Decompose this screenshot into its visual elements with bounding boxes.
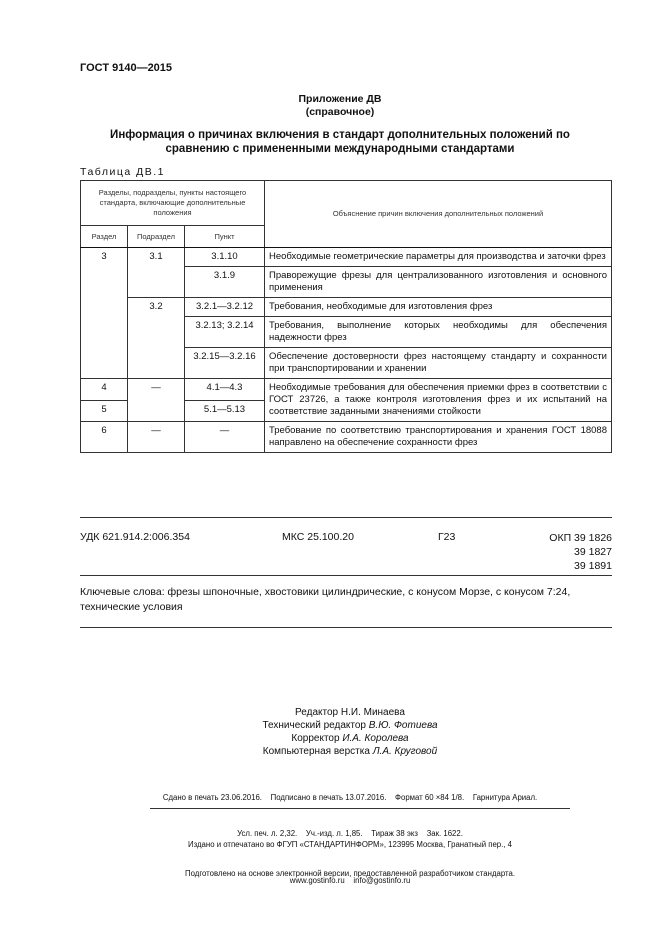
razdel-cell: 4 [81,379,128,401]
podrazdel-cell: 3.2 [128,298,185,379]
punkt-cell: 3.2.13; 3.2.14 [185,317,265,348]
additional-provisions-table [80,180,612,453]
table-row [81,248,612,267]
appendix-name: Приложение ДВ [298,93,382,105]
punkt-cell: 4.1—4.3 [185,379,265,401]
explanation-cell: Требование по соответствию транспортирования и хранения ГОСТ 18088 направлено на обеспечение сохранности фрез [265,422,612,453]
table-caption: Таблица ДВ.1 [80,166,165,178]
punkt-cell: 3.2.15—3.2.16 [185,348,265,379]
table-row [81,422,612,453]
credit-role: Корректор [291,733,340,744]
table-row [81,298,612,317]
okp-code: ОКП 39 1826 [549,532,612,544]
credit-line [150,732,550,745]
credit-line [150,719,550,732]
credit-name: Л.А. Круговой [372,746,438,757]
okp-code: 39 1891 [574,560,612,572]
explanation-cell: Требования, выполнение которых необходимы для обеспечения надежности фрез [265,317,612,348]
credit-name: И.А. Королева [342,733,409,744]
razdel-header: Раздел [81,226,128,248]
keywords: Ключевые слова: фрезы шпоночные, хвостовики цилиндрические, с конусом Морзе, с конусом 7:24, технические условия [80,586,571,613]
credit-line [150,706,550,719]
g-code: Г23 [438,531,456,543]
divider [150,808,570,809]
credit-name: В.Ю. Фотиева [368,720,438,731]
punkt-cell: 3.1.10 [185,248,265,267]
punkt-header: Пункт [185,226,265,248]
okp-codes [500,531,612,573]
explanation-cell: Обеспечение достоверности фрез настоящему стандарту и сохранности при транспортировании и хранении [265,348,612,379]
publisher-line: Издано и отпечатано во ФГУП «СТАНДАРТИНФОРМ», 123995 Москва, Гранатный пер., 4 [188,840,512,849]
mks-code: МКС 25.100.20 [282,531,354,543]
group-header: Разделы, подразделы, пункты настоящего стандарта, включающие дополнительные положения [81,181,265,226]
appendix-heading [60,93,620,119]
publisher-line: www.gostinfo.ru info@gostinfo.ru [289,876,411,885]
explanation-cell: Необходимые геометрические параметры для производства и заточки фрез [265,248,612,267]
explanation-cell: Необходимые требования для обеспечения приемки фрез в соответствии с ГОСТ 23726, а также контроля изготовления фрез и их испытаний на соответствие заданными значениями стойкости [265,379,612,422]
udk-code: УДК 621.914.2:006.354 [80,531,190,543]
divider [80,517,612,518]
credits [150,706,550,758]
credit-line [150,745,550,758]
podrazdel-cell: — [128,422,185,453]
punkt-cell: 3.1.9 [185,267,265,298]
podrazdel-header: Подраздел [128,226,185,248]
okp-code: 39 1827 [574,546,612,558]
credit-role: Компьютерная верстка [262,746,370,757]
explanation-cell: Требования, необходимые для изготовления фрез [265,298,612,317]
razdel-cell: 6 [81,422,128,453]
explanation-cell: Праворежущие фрезы для централизованного изготовления и основного применения [265,267,612,298]
section-title: Информация о причинах включения в стандарт дополнительных положений по сравнению с примененными международными стандартами [110,129,570,155]
divider [80,627,612,628]
publisher-info [100,815,600,899]
print-line: Подготовлено на основе электронной версии, предоставленной разработчиком стандарта. [185,869,515,878]
punkt-cell: 3.2.1—3.2.12 [185,298,265,317]
credit-name: Н.И. Минаева [340,707,405,718]
razdel-cell: 5 [81,400,128,422]
credit-role: Редактор [295,707,339,718]
punkt-cell: — [185,422,265,453]
punkt-cell: 5.1—5.13 [185,400,265,422]
credit-role: Технический редактор [262,720,366,731]
appendix-type: (справочное) [305,106,375,118]
razdel-cell: 3 [81,248,128,379]
podrazdel-cell: 3.1 [128,248,185,298]
document-header: ГОСТ 9140—2015 [80,62,173,74]
print-line: Сдано в печать 23.06.2016. Подписано в печать 13.07.2016. Формат 60 ×84 1/8. Гарнитура Ариал. [162,793,538,802]
table-row [81,379,612,401]
print-line: Усл. печ. л. 2,32. Уч.-изд. л. 1,85. Тираж 38 экз Зак. 1622. [237,829,463,838]
divider [80,575,612,576]
explanation-header: Объяснение причин включения дополнительных положений [265,181,612,248]
podrazdel-cell: — [128,379,185,422]
